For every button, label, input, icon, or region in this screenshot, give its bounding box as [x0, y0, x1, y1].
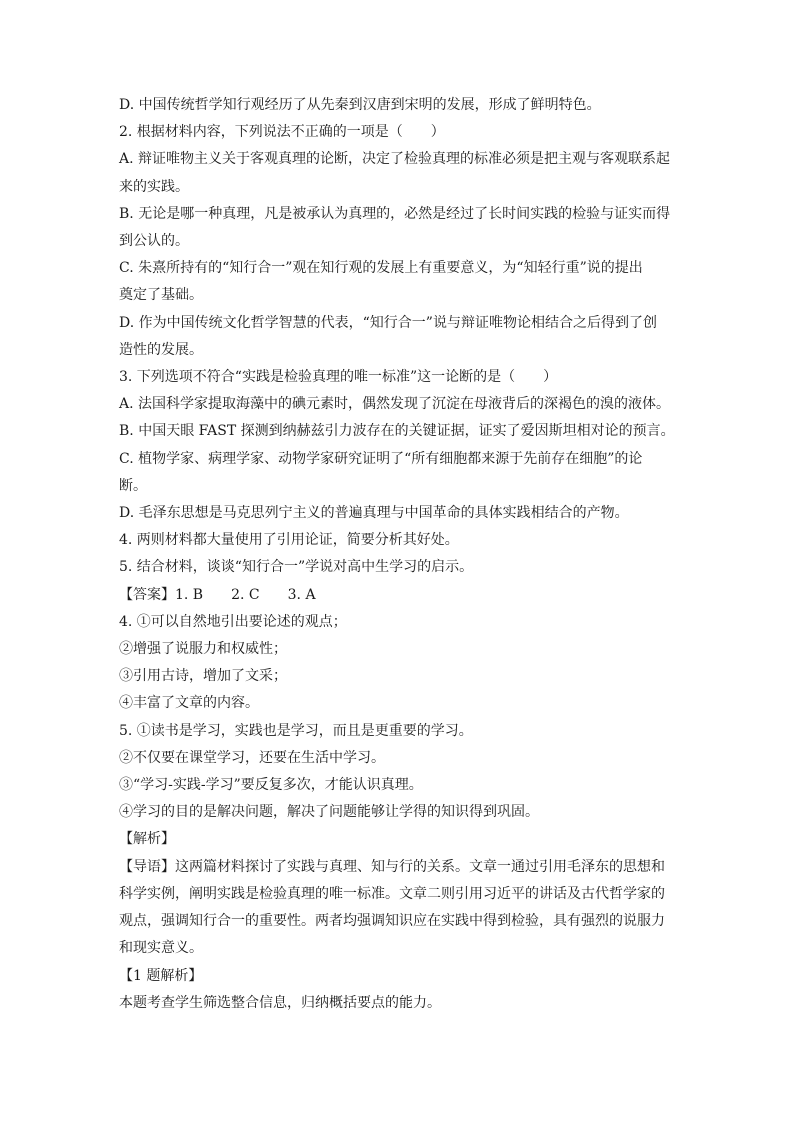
question-4: 4. 两则材料都大量使用了引用论证，简要分析其好处。	[119, 532, 459, 549]
q1-analysis-text: 本题考查学生筛选整合信息，归纳概括要点的能力。	[119, 994, 441, 1011]
question-5: 5. 结合材料，谈谈“知行合一”学说对高中生学习的启示。	[119, 559, 474, 576]
text-line: 断。	[119, 477, 147, 494]
answer-5-2: ②不仅要在课堂学习，还要在生活中学习。	[119, 749, 385, 766]
intro-paragraph: 和现实意义。	[119, 940, 203, 957]
answer-3: 3. A	[287, 586, 316, 603]
question-2: 2. 根据材料内容，下列说法不正确的一项是（ ）	[119, 124, 445, 141]
answer-4-1: 4. ①可以自然地引出要论述的观点；	[119, 613, 347, 630]
answer-5-3: ③“学习-实践-学习”要反复多次，才能认识真理。	[119, 777, 423, 794]
option-3d: D. 毛泽东思想是马克思列宁主义的普遍真理与中国革命的具体实践相结合的产物。	[119, 505, 629, 522]
text-line: D. 中国传统哲学知行观经历了从先秦到汉唐到宋明的发展，形成了鲜明特色。	[119, 97, 601, 113]
answer-4-3: ③引用古诗，增加了文采；	[119, 668, 287, 685]
document-page	[119, 92, 679, 1017]
option-2c: C. 朱熹所持有的“知行合一”观在知行观的发展上有重要意义，为“知轻行重”说的提出	[119, 260, 643, 277]
text-line: 到公认的。	[119, 233, 189, 250]
text-line: 造性的发展。	[119, 341, 203, 358]
answer-line	[119, 582, 679, 609]
question-3: 3. 下列选项不符合“实践是检验真理的唯一标准”这一论断的是（ ）	[119, 369, 558, 386]
intro-paragraph: 观点，强调知行合一的重要性。两者均强调知识应在实践中得到检验，具有强烈的说服力	[119, 913, 665, 930]
answer-4-2: ②增强了说服力和权威性；	[119, 641, 287, 658]
option-2a: A. 辩证唯物主义关于客观真理的论断，决定了检验真理的标准必须是把主观与客观联系起	[119, 151, 671, 168]
option-2d: D. 作为中国传统文化哲学智慧的代表，“知行合一”说与辩证唯物论相结合之后得到了创	[119, 314, 657, 331]
intro-paragraph: 科学实例，阐明实践是检验真理的唯一标准。文章二则引用习近平的讲话及古代哲学家的	[119, 885, 665, 902]
q1-analysis-heading: 【1 题解析】	[119, 967, 203, 984]
option-2b: B. 无论是哪一种真理，凡是被承认为真理的，必然是经过了长时间实践的检验与证实而得	[119, 205, 671, 222]
intro-paragraph: 【导语】这两篇材料探讨了实践与真理、知与行的关系。文章一通过引用毛泽东的思想和	[119, 858, 665, 875]
option-3a: A. 法国科学家提取海藻中的碘元素时，偶然发现了沉淀在母液背后的深褐色的溴的液体。	[119, 396, 671, 413]
analysis-heading: 【解析】	[119, 831, 175, 848]
answer-5-1: 5. ①读书是学习，实践也是学习，而且是更重要的学习。	[119, 722, 473, 739]
answer-5-4: ④学习的目的是解决问题，解决了问题能够让学得的知识得到巩固。	[119, 804, 539, 821]
answer-label: 【答案】	[119, 586, 175, 603]
text-line: 奠定了基础。	[119, 287, 203, 304]
option-3c: C. 植物学家、病理学家、动物学家研究证明了“所有细胞都来源于先前存在细胞”的论	[119, 450, 643, 467]
option-3b: B. 中国天眼 FAST 探测到纳赫兹引力波存在的关键证据，证实了爱因斯坦相对论的预言。	[119, 423, 675, 440]
answer-4-4: ④丰富了文章的内容。	[119, 695, 259, 712]
answer-1: 1. B	[175, 586, 204, 603]
text-line: 来的实践。	[119, 178, 189, 195]
answer-2: 2. C	[231, 586, 260, 603]
